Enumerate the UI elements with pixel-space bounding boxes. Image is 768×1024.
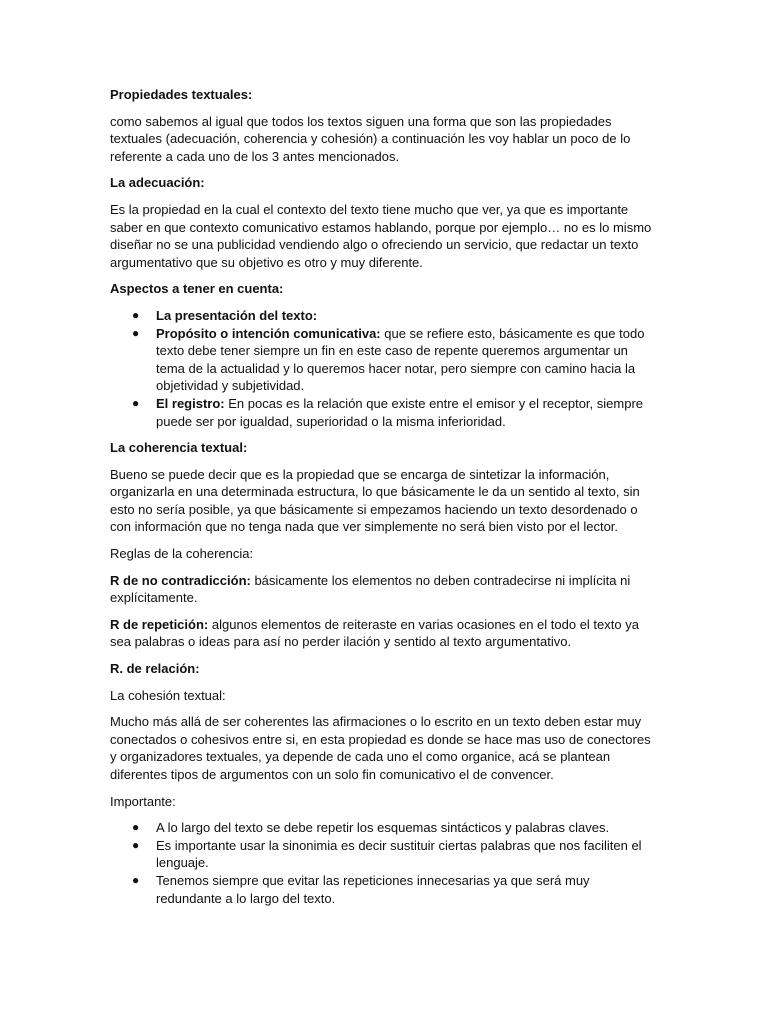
importante-list: [110, 819, 658, 907]
list-item-text: que se refiere esto, básicamente es que todo texto debe tener siempre un fin en este caso de repente queremos argumentar un tema de la actualidad y lo queremos hacer notar, pero siempre con camino hacia la objetividad y subjetividad.: [156, 325, 645, 394]
aspectos-heading: Aspectos a tener en cuenta:: [110, 281, 284, 297]
list-item: [132, 837, 658, 872]
list-item-text: Es importante usar la sinonimia es decir sustituir ciertas palabras que nos faciliten el lenguaje.: [156, 837, 642, 871]
reglas-heading: Reglas de la coherencia:: [110, 546, 254, 562]
bullet-icon: ●: [132, 837, 140, 852]
adecuacion-heading: La adecuación:: [110, 175, 205, 191]
importante-heading: Importante:: [110, 793, 176, 809]
document-title: Propiedades textuales:: [110, 87, 253, 102]
intro-paragraph: como sabemos al igual que todos los textos siguen una forma que son las propiedades textuales (adecuación, coherencia y cohesión) a continuación les voy hablar un poco de lo referente a cada uno de los 3 antes mencionados.: [110, 113, 631, 164]
list-item: [132, 325, 658, 395]
bullet-icon: ●: [132, 307, 140, 322]
aspectos-list: [110, 307, 658, 430]
list-item-text: En pocas es la relación que existe entre el emisor y el receptor, siempre puede ser por igualdad, superioridad o la misma inferioridad.: [156, 395, 643, 429]
list-item: [132, 307, 658, 325]
cohesion-heading: La cohesión textual:: [110, 687, 226, 703]
regla-text: básicamente los elementos no deben contradecirse ni implícita ni explícitamente.: [110, 572, 631, 606]
list-item-text: Tenemos siempre que evitar las repeticiones innecesarias ya que será muy redundante a lo largo del texto.: [156, 872, 590, 906]
list-item-label: Propósito o intención comunicativa:: [156, 325, 381, 341]
adecuacion-paragraph: Es la propiedad en la cual el contexto del texto tiene mucho que ver, ya que es importante saber en que contexto comunicativo estamos hablando, porque por ejemplo… no es lo mismo diseñar no se una publicidad vendiendo algo o ofreciendo un servicio, que redactar un texto argumentativo que su objetivo es otro y muy diferente.: [110, 201, 652, 270]
bullet-icon: ●: [132, 820, 140, 835]
list-item: [132, 872, 658, 907]
regla-relacion: R. de relación:: [110, 661, 200, 677]
regla-repeticion: [110, 616, 658, 651]
cohesion-paragraph: Mucho más allá de ser coherentes las afirmaciones o lo escrito en un texto deben estar muy conectados o cohesivos entre si, en esta propiedad es donde se hace mas uso de conectores y organizadores textuales, ya depende de cada uno el como organice, acá se plantean diferentes tipos de argumentos con un solo fin comunicativo el de convencer.: [110, 714, 651, 782]
regla-label: R de no contradicción:: [110, 572, 251, 588]
bullet-icon: ●: [132, 872, 140, 887]
list-item-label: El registro:: [156, 395, 225, 411]
regla-text: algunos elementos de reiteraste en varias ocasiones en el todo el texto ya sea palabras o ideas para así no perder ilación y sentido al texto argumentativo.: [110, 616, 639, 650]
list-item-label: La presentación del texto:: [156, 307, 318, 323]
list-item: [132, 819, 658, 837]
regla-label: R de repetición:: [110, 616, 209, 632]
document-page: [110, 86, 658, 916]
list-item-text: A lo largo del texto se debe repetir los esquemas sintácticos y palabras claves.: [156, 820, 610, 836]
coherencia-heading: La coherencia textual:: [110, 440, 248, 456]
bullet-icon: ●: [132, 325, 140, 340]
list-item: [132, 395, 658, 430]
coherencia-paragraph: Bueno se puede decir que es la propiedad que se encarga de sintetizar la información, organizarla en una determinada estructura, lo que básicamente le da un sentido al texto, sin esto no sería posible, ya que básicamente si empezamos haciendo un texto desordenado o con información que no tenga nada que ver simplemente no será bien visto por el lector.: [110, 466, 640, 535]
bullet-icon: ●: [132, 395, 140, 410]
regla-no-contradiccion: [110, 572, 658, 607]
